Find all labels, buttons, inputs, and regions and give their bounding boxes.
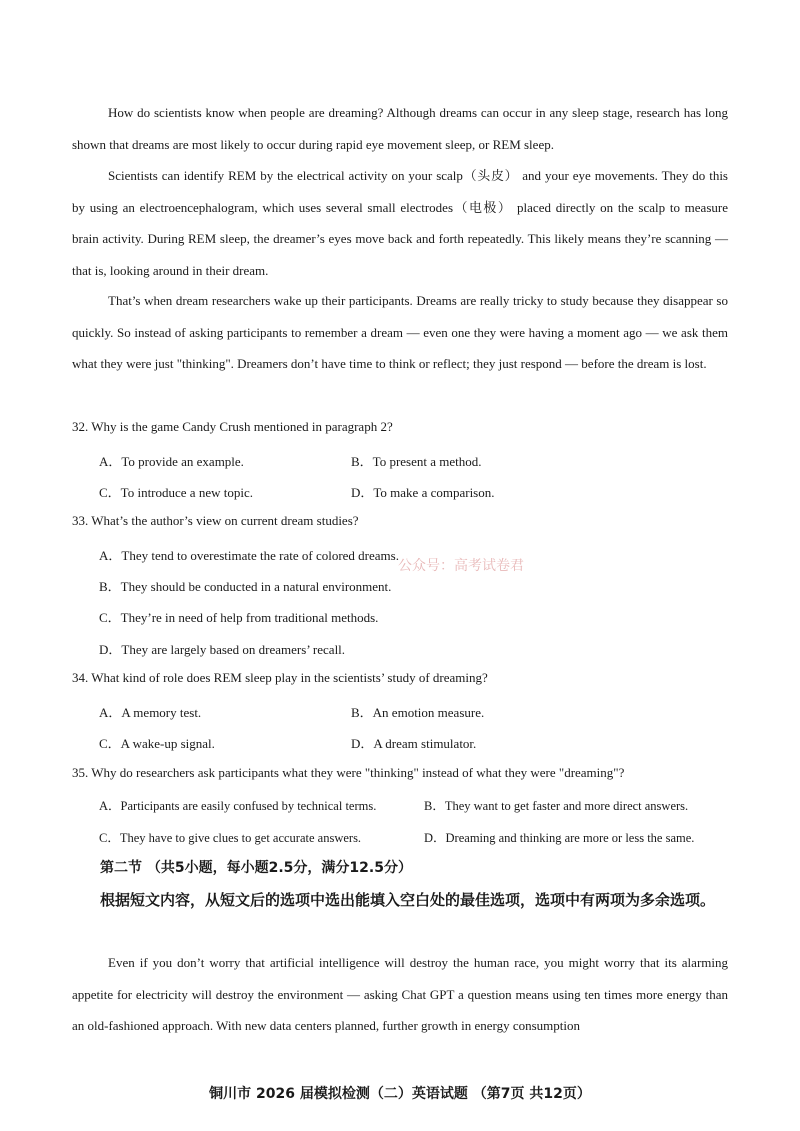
question-34-stem: 34. What kind of role does REM sleep play in the scientists’ study of dreaming? [72, 670, 488, 685]
question-33-option-d[interactable]: D．They are largely based on dreamers’ recall. [99, 642, 346, 657]
question-33-option-a[interactable]: A．They tend to overestimate the rate of colored dreams. [99, 548, 399, 563]
question-34-option-a[interactable]: A．A memory test. [99, 705, 202, 720]
passage-paragraph-1: How do scientists know when people are dreaming? Although dreams can occur in any sleep stage, research has long shown that dreams are most likely to occur during rapid eye movement sleep, or REM sleep. [72, 105, 728, 152]
question-32-stem: 32. Why is the game Candy Crush mentioned in paragraph 2? [72, 419, 393, 434]
question-32-option-a[interactable]: A．To provide an example. [99, 454, 244, 469]
question-35-option-d[interactable]: D．Dreaming and thinking are more or less the same. [424, 831, 695, 845]
question-32-option-b[interactable]: B．To present a method. [351, 454, 482, 469]
question-35-option-b[interactable]: B．They want to get faster and more direct answers. [424, 799, 689, 813]
section-2-instruction: 根据短文内容，从短文后的选项中选出能填入空白处的最佳选项，选项中有两项为多余选项。 [100, 891, 716, 909]
question-33-stem: 33. What’s the author’s view on current dream studies? [72, 513, 359, 528]
question-34-option-b[interactable]: B．An emotion measure. [351, 705, 485, 720]
question-34-option-d[interactable]: D．A dream stimulator. [351, 736, 477, 751]
question-33-option-c[interactable]: C．They’re in need of help from traditional methods. [99, 610, 379, 625]
question-33-option-b[interactable]: B．They should be conducted in a natural environment. [99, 579, 392, 594]
question-32-option-d[interactable]: D．To make a comparison. [351, 485, 495, 500]
section-2-passage: Even if you don’t worry that artificial intelligence will destroy the human race, you might worry that its alarming appetite for electricity will destroy the environment — asking Chat GPT a question means using ten times more energy than an old-fashioned approach. With new data centers planned, further growth in energy consumption [72, 955, 728, 1033]
question-34-option-c[interactable]: C．A wake-up signal. [99, 736, 215, 751]
passage-paragraph-3: That’s when dream researchers wake up their participants. Dreams are really tricky to study because they disappear so quickly. So instead of asking participants to remember a dream — even one they were having a moment ago — we ask them what they were just "thinking". Dreamers don’t have time to think or reflect; they just respond — before the dream is lost. [72, 293, 728, 371]
question-32-option-c[interactable]: C．To introduce a new topic. [99, 485, 253, 500]
section-2-heading: 第二节 （共5小题，每小题2.5分，满分12.5分） [100, 860, 412, 876]
passage-paragraph-2: Scientists can identify REM by the electrical activity on your scalp（头皮） and your eye movements. They do this by using an electroencephalogram, which uses several small electrodes（电极） placed directly on the scalp to measure brain activity. During REM sleep, the dreamer’s eyes move back and forth repeatedly. This likely means they’re scanning — that is, looking around in their dream. [72, 168, 728, 278]
question-35-stem: 35. Why do researchers ask participants what they were "thinking" instead of what they were "dreaming"? [72, 765, 625, 780]
page-footer: 铜川市 2026 届模拟检测（二）英语试题 （第7页 共12页） [209, 1086, 591, 1102]
question-35-option-a[interactable]: A．Participants are easily confused by technical terms. [99, 799, 377, 813]
question-35-option-c[interactable]: C．They have to give clues to get accurate answers. [99, 831, 362, 845]
watermark: 公众号：高考试卷君 [398, 558, 524, 574]
